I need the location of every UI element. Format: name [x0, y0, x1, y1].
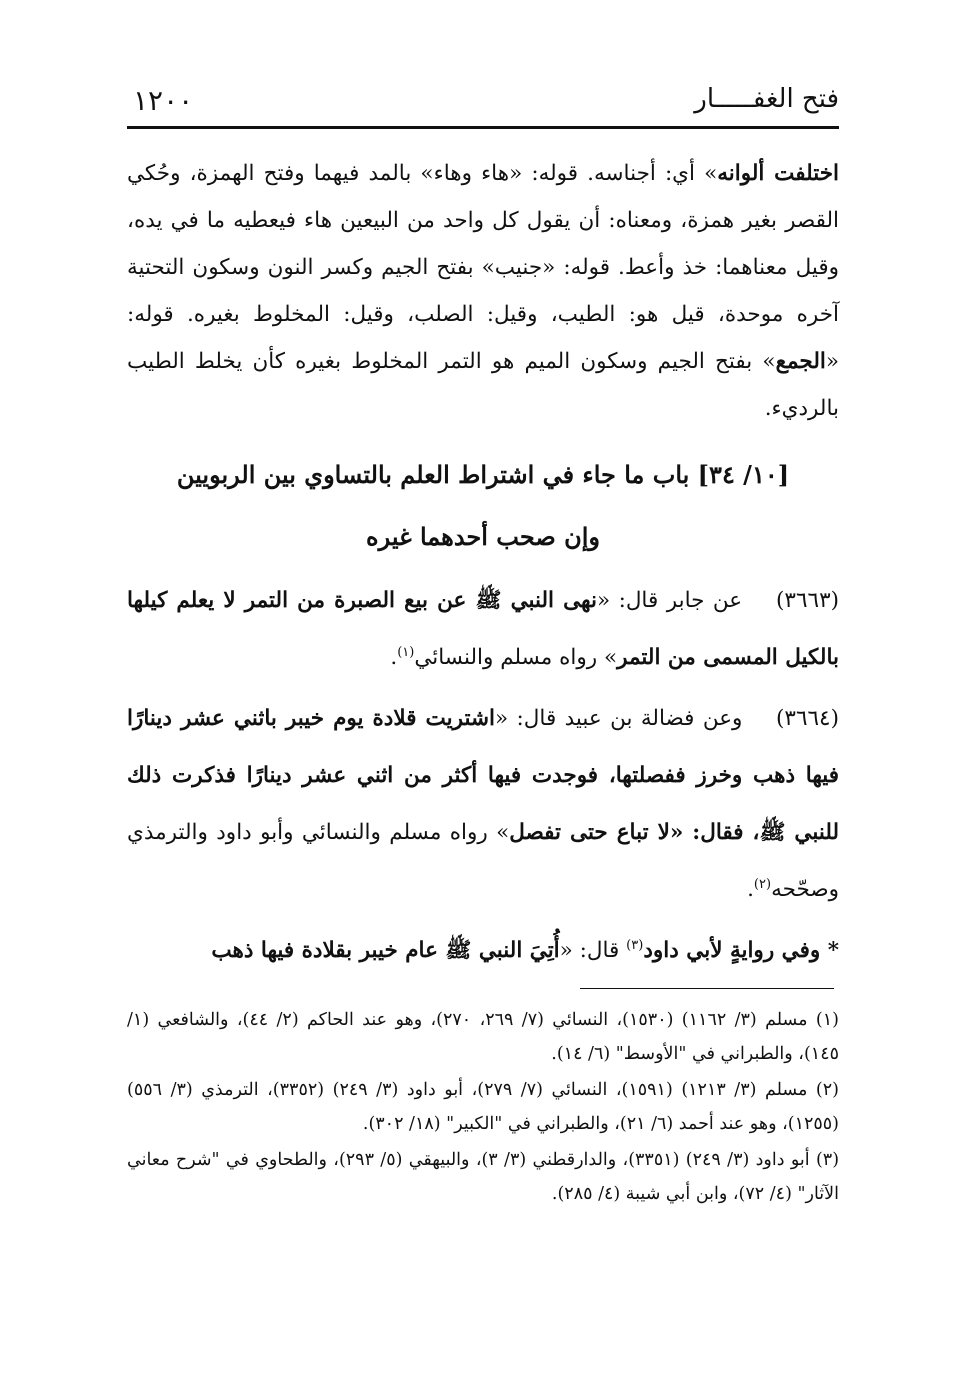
- intro-bold-1: اختلفت ألوانه: [717, 161, 839, 186]
- hadith-text: نهى النبي ﷺ عن بيع الصبرة من التمر لا يعلم كيلها بالكيل المسمى من التمر: [127, 588, 839, 670]
- footnote-ref[interactable]: (١): [397, 644, 415, 660]
- running-title: فتح الغفـــــار: [694, 84, 839, 114]
- hadith-text: اشتريت قلادة يوم خيبر باثني عشر دينارًا فيها ذهب وخرز ففصلتها، فوجدت فيها أكثر من اثني عشر دينارًا فذكرت ذلك للنبي ﷺ، فقال: «لا تباع حتى تفصل: [127, 706, 839, 845]
- footnote-ref[interactable]: (٣): [626, 937, 644, 953]
- hadith-source: » رواه مسلم والنسائي وأبو داود والترمذي وصحّحه: [127, 820, 839, 902]
- footnotes: [127, 1003, 839, 1213]
- hadith-end: .: [747, 877, 754, 902]
- hadith-end: .: [390, 645, 398, 670]
- footnote-separator: [580, 988, 834, 989]
- running-header: [127, 80, 839, 129]
- chapter-heading: [127, 444, 839, 568]
- hadith-lead: عن جابر قال: «: [596, 588, 743, 613]
- riwaya-mid: قال: «: [559, 938, 627, 963]
- footnote-ref[interactable]: (٢): [753, 876, 772, 892]
- footnote: (٣) أبو داود (٣/ ٢٤٩) (٣٣٥١)، والدارقطني (٣/ ٣)، والبيهقي (٥/ ٢٩٣)، والطحاوي في "شرح معاني الآثار" (٤/ ٧٢)، وابن أبي شيبة (٤/ ٢٨٥).: [127, 1150, 840, 1204]
- hadith-lead: وعن فضالة بن عبيد قال: «: [494, 706, 743, 731]
- page-number: ١٢٠٠: [133, 84, 194, 117]
- footnote: (١) مسلم (٣/ ١١٦٢) (١٥٣٠)، النسائي (٧/ ٢٦٩، ٢٧٠)، وهو عند الحاكم (٢/ ٤٤)، والشافعي (١/ ١٤٥)، والطبراني في "الأوسط" (٦/ ١٤).: [127, 1010, 839, 1064]
- hadith-number: (٣٦٦٣): [776, 588, 840, 613]
- intro-text-2: » بفتح الجيم وسكون الميم هو التمر المخلوط بغيره كأن يخلط الطيب بالرديء.: [127, 349, 839, 421]
- main-text: [127, 150, 839, 979]
- chapter-heading-line-1: [١٠/ ٣٤] باب ما جاء في اشتراط العلم بالتساوي بين الربويين: [176, 460, 790, 489]
- riwaya-paragraph: [127, 922, 839, 979]
- riwaya-lead: * وفي روايةٍ لأبي داود: [643, 938, 839, 963]
- intro-bold-2: الجمع: [775, 349, 826, 374]
- intro-text-1: » أي: أجناسه. قوله: «هاء وهاء» بالمد فيهما وفتح الهمزة، وحُكي القصر بغير همزة، ومعناه: أن يقول كل واحد من البيعين هاء فيعطيه ما في يده، وقيل معناهما: خذ وأعط. قوله: «جنيب» بفتح الجيم وكسر النون وسكون التحتية آخره موحدة، قيل هو: الطيب، وقيل: الصلب، وقيل: المخلوط بغيره. قوله: «: [127, 161, 839, 374]
- riwaya-text: أُتِيَ النبي ﷺ عام خيبر بقلادة فيها ذهب: [211, 938, 560, 963]
- intro-paragraph: [127, 150, 839, 432]
- hadith-number: (٣٦٦٤): [776, 706, 839, 731]
- chapter-heading-line-2: وإن صحب أحدهما غيره: [366, 522, 600, 551]
- hadith-paragraph: [127, 572, 839, 686]
- footnote: (٢) مسلم (٣/ ١٢١٣) (١٥٩١)، النسائي (٧/ ٢٧٩)، أبو داود (٣/ ٢٤٩) (٣٣٥٢)، الترمذي (٣/ ٥٥٦) (١٢٥٥)، وهو عند أحمد (٦/ ٢١)، والطبراني في "الكبير" (١٨/ ٣٠٢).: [127, 1080, 839, 1134]
- hadith-source: » رواه مسلم والنسائي: [414, 645, 618, 670]
- hadith-paragraph: [127, 690, 839, 918]
